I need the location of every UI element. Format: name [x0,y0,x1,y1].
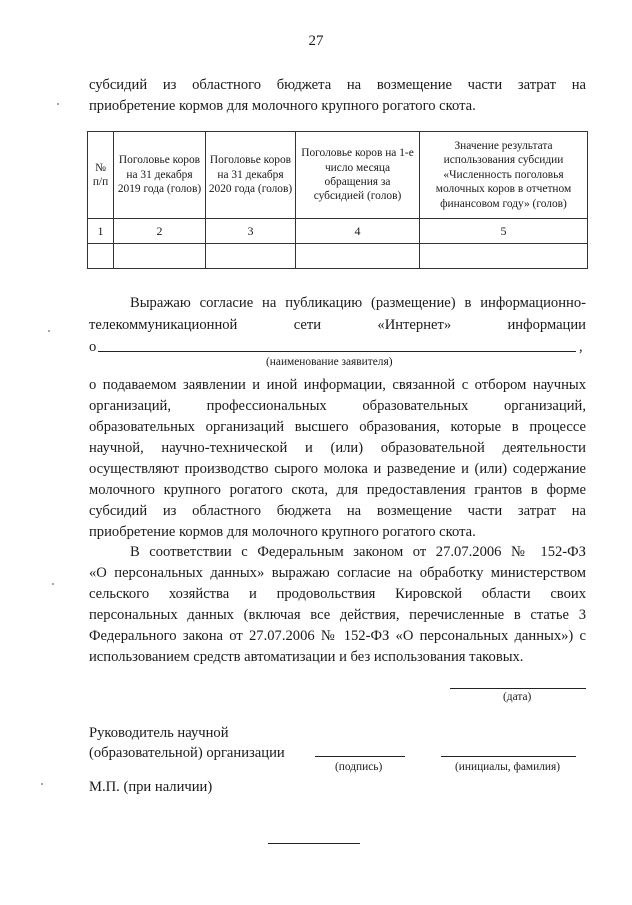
personal-last-line: использованием средств автоматизации и без использования таковых. [89,649,524,665]
signature-caption: (подпись) [335,761,383,773]
consent-body-line: осуществляют производство сырого молока и разведение и (или) содержание [89,461,586,477]
table-number-row [88,219,588,244]
intro-line-2: приобретение кормов для молочного крупного рогатого скота. [89,98,476,114]
head-title-line-1: Руководитель научной [89,725,229,741]
personal-line: Федерального закона от 27.07.2006 № 152-ФЗ «О персональных данных») с [89,628,586,644]
date-caption: (дата) [503,691,532,703]
table-header-cell: № п/п [88,132,114,219]
consent-word: сети [293,317,322,333]
table-cell [296,244,420,269]
table-cell: 1 [88,219,114,244]
consent-body-line: научной, научно-технической и (или) образовательной деятельности [89,440,586,456]
closing-rule [268,843,360,844]
head-title-line-2: (образовательной) организации [89,745,285,761]
consent-line-3-prefix: о [89,339,97,355]
table-cell [88,244,114,269]
stamp-note: М.П. (при наличии) [89,779,213,795]
scan-speck [57,103,59,105]
name-line [441,756,576,757]
table-header-cell: Значение результата использования субсидии «Численность поголовья молочных коров в отчетном финансовом году» (голов) [420,132,588,219]
intro-line-1: субсидий из областного бюджета на возмещение части затрат на [89,77,586,93]
table-cell: 3 [206,219,296,244]
scan-speck [41,783,43,785]
personal-line: сельского хозяйства и продовольствия Кировской области своих [89,586,586,602]
table-cell [206,244,296,269]
consent-line-3-suffix: , [579,339,583,355]
consent-body-last: приобретение кормов для молочного крупного рогатого скота. [89,524,476,540]
consent-body-line: субсидий из областного бюджета на возмещение части затрат на [89,503,586,519]
table-cell [114,244,206,269]
table-cell: 5 [420,219,588,244]
signature-line [315,756,405,757]
table-empty-row [88,244,588,269]
table-header-cell: Поголовье коров на 31 декабря 2020 года (голов) [206,132,296,219]
table-cell: 4 [296,219,420,244]
consent-word: «Интернет» [377,317,452,333]
scan-speck [48,330,50,332]
consent-body-line: образовательных организаций высшего образования, которые в процессе [89,419,586,435]
consent-word: телекоммуникационной [89,317,238,333]
scan-speck [52,583,54,585]
consent-body-line: молочного крупного рогатого скота, для предоставления грантов в форме [89,482,586,498]
table-header-row [88,132,588,219]
table-header-cell: Поголовье коров на 1-е число месяца обращения за субсидией (голов) [296,132,420,219]
consent-line-2 [89,315,586,336]
personal-line: «О персональных данных» выражаю согласие на обработку министерством [89,565,586,581]
date-line [450,688,586,689]
personal-line: персональных данных (включая все действия, перечисленные в статье 3 [89,607,586,623]
table-cell [420,244,588,269]
page-number: 27 [308,33,324,49]
consent-body-line: организаций, профессиональных образовательных организаций, [89,398,586,414]
consent-body-line: о подаваемом заявлении и иной информации, связанной с отбором научных [89,377,586,393]
name-caption: (инициалы, фамилия) [455,761,561,773]
consent-line-1: Выражаю согласие на публикацию (размещение) в информационно- [130,295,586,311]
applicant-name-line [98,351,576,352]
table-header-cell: Поголовье коров на 31 декабря 2019 года (голов) [114,132,206,219]
applicant-caption: (наименование заявителя) [266,356,393,368]
subsidy-table [87,131,588,269]
table-cell: 2 [114,219,206,244]
consent-word: информации [507,317,586,333]
personal-line-1: В соответствии с Федеральным законом от 27.07.2006 № 152-ФЗ [130,544,586,560]
